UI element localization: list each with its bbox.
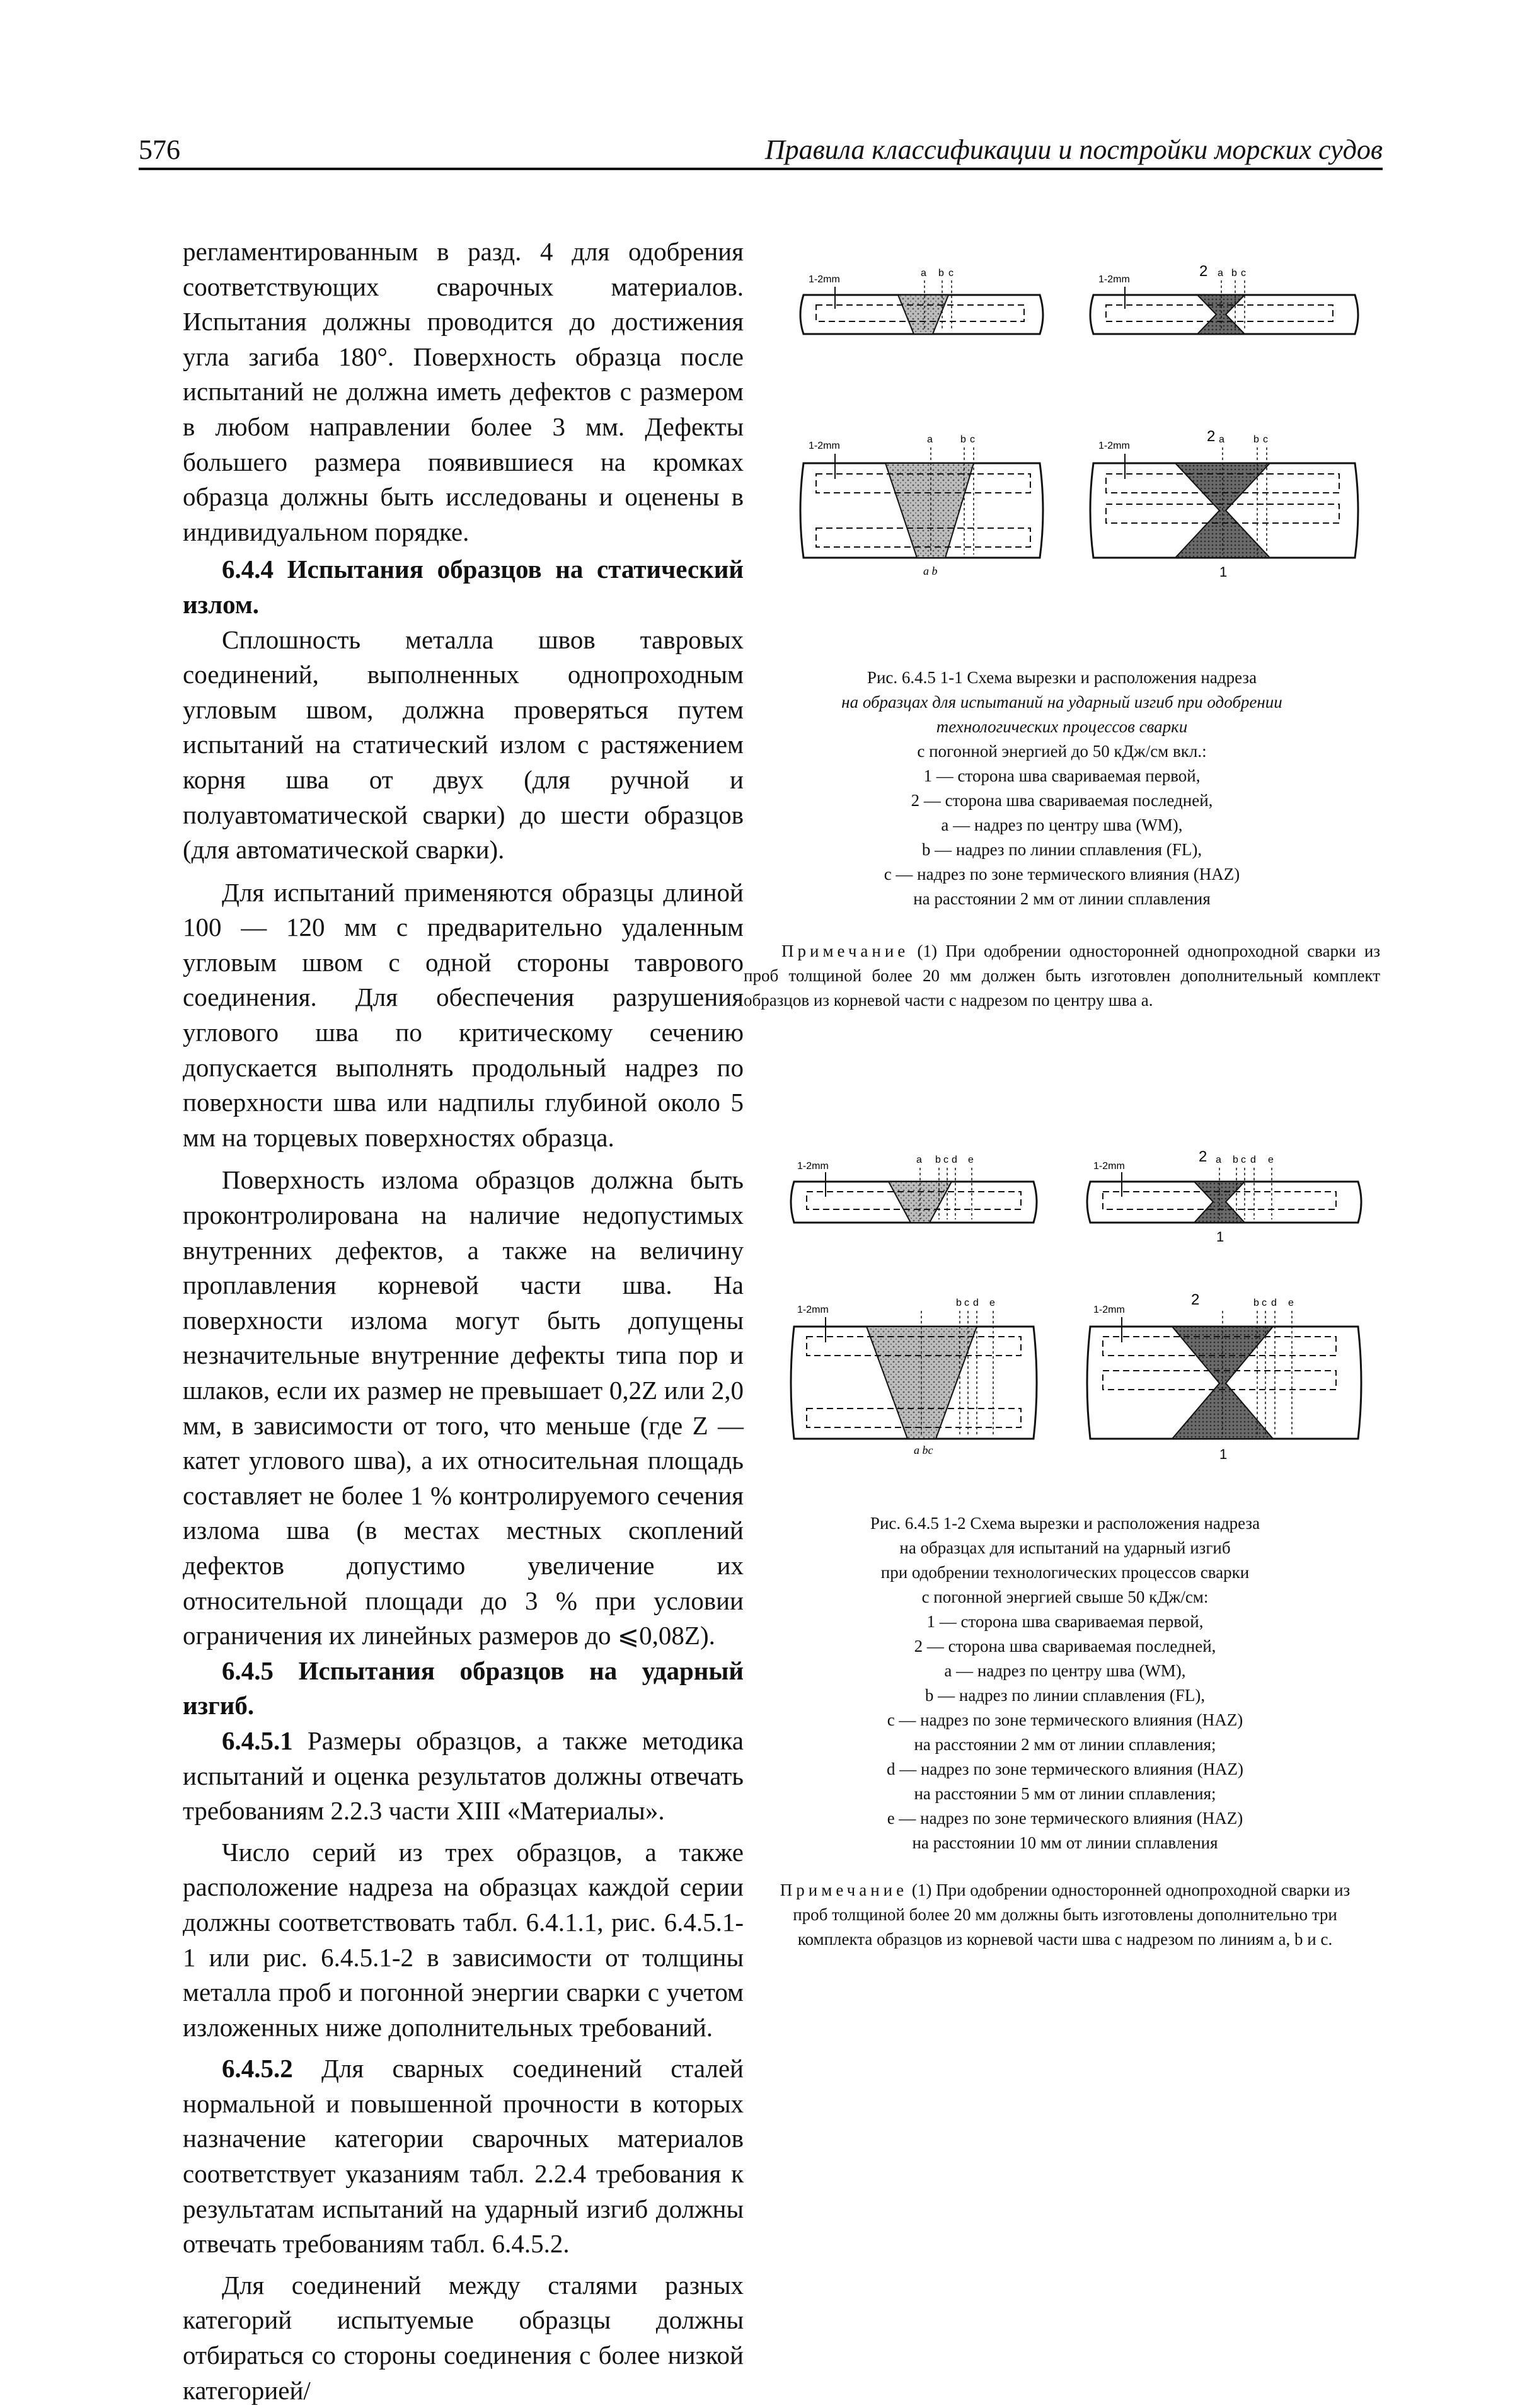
clause-number: 6.4.5.2 bbox=[222, 2054, 293, 2083]
section-heading-6-4-5: 6.4.5 Испытания образцов на ударный изгиб. bbox=[183, 1656, 744, 1720]
caption-line: на расстоянии 10 мм от линии сплавления bbox=[912, 1833, 1218, 1852]
clause-text: Размеры образцов, а также методика испытаний и оценка результатов должны отвечать требованиям 2.2.3 части XIII «Материалы». bbox=[183, 1725, 744, 1826]
paragraph-different-steels: Для соединений между сталями разных категорий испытуемые образцы должны отбираться со стороны соединения с более низкой категорией/ bbox=[183, 2270, 744, 2405]
notch-label-b: b bbox=[1253, 1298, 1259, 1308]
caption-line: a — надрез по центру шва (WM), bbox=[941, 815, 1183, 834]
caption-line: Рис. 6.4.5 1-1 Схема вырезки и расположения надреза bbox=[867, 668, 1257, 687]
note-text: (1) При одобрении односторонней однопроходной сварки из проб толщиной более 20 мм должен быть изготовлен дополнительный комплект образцов из корневой части с надрезом по центру шва a. bbox=[744, 942, 1380, 1010]
caption-line: на расстоянии 5 мм от линии сплавления; bbox=[914, 1784, 1216, 1803]
side-label-2: 2 bbox=[1207, 428, 1216, 445]
notch-label-c: c bbox=[1262, 1298, 1267, 1308]
dim-label: 1-2mm bbox=[1098, 441, 1130, 451]
side-label-1: 1 bbox=[1219, 1446, 1228, 1462]
notch-label-b: b bbox=[1253, 434, 1259, 445]
fig2-double-v-thin bbox=[1087, 1148, 1361, 1245]
notch-label-d: d bbox=[1271, 1298, 1277, 1308]
figure1-note bbox=[744, 939, 1380, 1013]
caption-line: c — надрез по зоне термического влияния (HAZ) bbox=[884, 865, 1240, 884]
fig1-single-v-thin bbox=[800, 268, 1043, 334]
caption-line: b — надрез по линии сплавления (FL), bbox=[925, 1686, 1206, 1705]
notch-label-e: e bbox=[989, 1298, 995, 1308]
side-label-1: 1 bbox=[1219, 564, 1228, 580]
figure2-diagram bbox=[781, 1144, 1374, 1516]
caption-line: при одобрении технологических процессов сварки bbox=[880, 1563, 1250, 1582]
notch-label-b: b bbox=[960, 434, 966, 445]
notch-label-b: b bbox=[1233, 1155, 1238, 1165]
notch-label-c: c bbox=[964, 1298, 969, 1308]
fig1-double-v-thick bbox=[1090, 428, 1358, 580]
caption-line: технологических процессов сварки bbox=[936, 717, 1188, 736]
figure1-diagram bbox=[791, 252, 1371, 655]
paragraph-fracture-surface: Поверхность излома образцов должна быть проконтролирована на наличие недопустимых внутренних дефектов, а также на величину проплавления корневой части шва. На поверхности излома могут быть допущены незначительные внутренние дефекты типа пор и шлаков, если их размер не превышает 0,2Z или 2,0 мм, в зависимости от того, что меньше (где Z — катет углового шва), а их относительная площадь составляет не более 1 % контролируемого сечения излома шва (в местах местных скоплений дефектов допустимо увеличение их относительной площади до 3 % при условии ограничения их линейных размеров до ⩽0,08Z). bbox=[183, 1165, 744, 1650]
side-label-1: 1 bbox=[1216, 1229, 1224, 1245]
paragraph-6-4-5-1 bbox=[183, 1724, 744, 1829]
caption-line: на расстоянии 2 мм от линии сплавления; bbox=[914, 1735, 1216, 1754]
note-text: (1) При одобрении односторонней однопроходной сварки из проб толщиной более 20 мм должны быть изготовлены дополнительно три комплекта образцов из корневой части шва с надрезом по линиям a, b и c. bbox=[793, 1881, 1351, 1949]
notch-label-a: a bbox=[916, 1155, 922, 1165]
note-label: Примечание bbox=[780, 1881, 908, 1899]
dim-label: 1-2mm bbox=[809, 441, 840, 451]
fig2-double-v-thick bbox=[1087, 1291, 1361, 1462]
caption-line: c — надрез по зоне термического влияния (HAZ) bbox=[887, 1710, 1243, 1729]
caption-line: 1 — сторона шва свариваемая первой, bbox=[926, 1612, 1204, 1631]
notch-label-e: e bbox=[968, 1155, 974, 1165]
caption-line: e — надрез по зоне термического влияния (HAZ) bbox=[887, 1809, 1243, 1828]
paragraph-6-4-5-2 bbox=[183, 2051, 744, 2262]
notch-label-c: c bbox=[1241, 268, 1246, 279]
paragraph-series-count: Число серий из трех образцов, а также расположение надреза на образцах каждой серии должны соответствовать табл. 6.4.1.1, рис. 6.4.5.1-1 или рис. 6.4.5.1-2 в зависимости от толщины металла проб и погонной энергии сварки с учетом изложенных ниже дополнительных требований. bbox=[183, 1837, 744, 2042]
notch-label-a: a bbox=[1218, 268, 1223, 279]
side-label-2: 2 bbox=[1199, 263, 1208, 280]
dim-label: 1-2mm bbox=[797, 1305, 829, 1315]
fig2-single-v-thin bbox=[791, 1155, 1037, 1223]
dim-label: 1-2mm bbox=[1093, 1305, 1125, 1315]
dim-label: 1-2mm bbox=[797, 1161, 829, 1172]
notch-label-c: c bbox=[948, 268, 953, 279]
clause-number: 6.4.5.1 bbox=[222, 1725, 293, 1755]
paragraph-intro: регламентированным в разд. 4 для одобрения соответствующих сварочных материалов. Испытания должны проводится до достижения угла загиба 180°. Поверхность образца после испытаний не должна иметь дефектов с размером в любом направлении более 3 мм. Дефекты большего размера появившиеся на кромках образца должны быть исследованы и оценены в индивидуальном порядке. bbox=[183, 237, 744, 546]
caption-line: 2 — сторона шва свариваемая последней, bbox=[914, 1637, 1216, 1656]
caption-line: на расстоянии 2 мм от линии сплавления bbox=[913, 889, 1211, 908]
notch-label-a: a bbox=[921, 268, 926, 279]
fig1-single-v-thick bbox=[800, 434, 1043, 577]
caption-line: 2 — сторона шва свариваемая последней, bbox=[911, 791, 1213, 810]
caption-line: d — надрез по зоне термического влияния (HAZ) bbox=[886, 1760, 1244, 1778]
caption-line: a — надрез по центру шва (WM), bbox=[944, 1661, 1186, 1680]
notch-label-d: d bbox=[952, 1155, 957, 1165]
clause-text: Для сварных соединений сталей нормальной и повышенной прочности в которых назначение категории сварочных материалов соответствует указаниям табл. 2.2.4 требования к результатам испытаний на ударный изгиб должны отвечать требованиям табл. 6.4.5.2. bbox=[183, 2054, 744, 2259]
caption-line: на образцах для испытаний на ударный изгиб bbox=[899, 1538, 1231, 1557]
figure-6-4-5-1-1 bbox=[791, 252, 1371, 655]
caption-line: с погонной энергией до 50 кДж/см вкл.: bbox=[917, 742, 1207, 761]
caption-line: с погонной энергией свыше 50 кДж/см: bbox=[921, 1587, 1209, 1606]
notch-label-c: c bbox=[943, 1155, 948, 1165]
notch-label-c: c bbox=[1263, 434, 1268, 445]
figure-6-4-5-1-2 bbox=[781, 1144, 1374, 1516]
caption-line: Рис. 6.4.5 1-2 Схема вырезки и расположения надреза bbox=[870, 1514, 1260, 1533]
figure1-caption bbox=[744, 665, 1380, 911]
side-label-2: 2 bbox=[1191, 1291, 1200, 1308]
notch-label-c: c bbox=[1241, 1155, 1246, 1165]
dim-label: 1-2mm bbox=[1098, 274, 1130, 285]
notch-label-e: e bbox=[1288, 1298, 1294, 1308]
notch-label-b: b bbox=[956, 1298, 962, 1308]
paragraph-specimens: Для испытаний применяются образцы длиной 100 — 120 мм с предварительно удаленным угловым швом с одной стороны таврового соединения. Для обеспечения разрушения углового шва по критическому сечению допускается выполнять продольный надрез по поверхности шва или надпилы глубиной около 5 мм на торцевых поверхностях образца. bbox=[183, 877, 744, 1152]
fig1-double-v-thin bbox=[1090, 263, 1358, 334]
note-label: Примечание bbox=[781, 942, 909, 960]
notch-label-d: d bbox=[973, 1298, 979, 1308]
notch-label-a: a bbox=[927, 434, 933, 445]
bottom-label: a b bbox=[923, 565, 938, 577]
notch-label-a: a bbox=[1219, 434, 1224, 445]
notch-label-c: c bbox=[970, 434, 975, 445]
running-title: Правила классификации и постройки морских судов bbox=[764, 134, 1383, 165]
left-column bbox=[183, 234, 744, 2408]
notch-label-d: d bbox=[1250, 1155, 1256, 1165]
page-number: 576 bbox=[139, 134, 180, 165]
paragraph-continuity: Сплошность металла швов тавровых соединений, выполненных однопроходным угловым швом, должна проверяться путем испытаний на статический излом с растяжением корня шва от двух (для ручной и полуавтоматической сварки) до шести образцов (для автоматической сварки). bbox=[183, 625, 744, 865]
figure2-note bbox=[763, 1878, 1368, 1952]
header-rule bbox=[139, 168, 1383, 170]
notch-label-e: e bbox=[1268, 1155, 1274, 1165]
notch-label-b: b bbox=[935, 1155, 941, 1165]
caption-line: b — надрез по линии сплавления (FL), bbox=[921, 840, 1202, 859]
dim-label: 1-2mm bbox=[809, 274, 840, 285]
caption-line: на образцах для испытаний на ударный изгиб при одобрении bbox=[841, 693, 1282, 711]
bottom-label: a bc bbox=[914, 1444, 933, 1456]
caption-line: 1 — сторона шва свариваемая первой, bbox=[923, 766, 1201, 785]
section-heading-6-4-4: 6.4.4 Испытания образцов на статический излом. bbox=[183, 555, 744, 619]
notch-label-a: a bbox=[1216, 1155, 1221, 1165]
fig2-single-v-thick bbox=[791, 1298, 1037, 1456]
figure2-caption bbox=[750, 1511, 1380, 1855]
dim-label: 1-2mm bbox=[1093, 1161, 1125, 1172]
notch-label-b: b bbox=[1231, 268, 1237, 279]
side-label-2: 2 bbox=[1199, 1148, 1207, 1165]
notch-label-b: b bbox=[938, 268, 944, 279]
